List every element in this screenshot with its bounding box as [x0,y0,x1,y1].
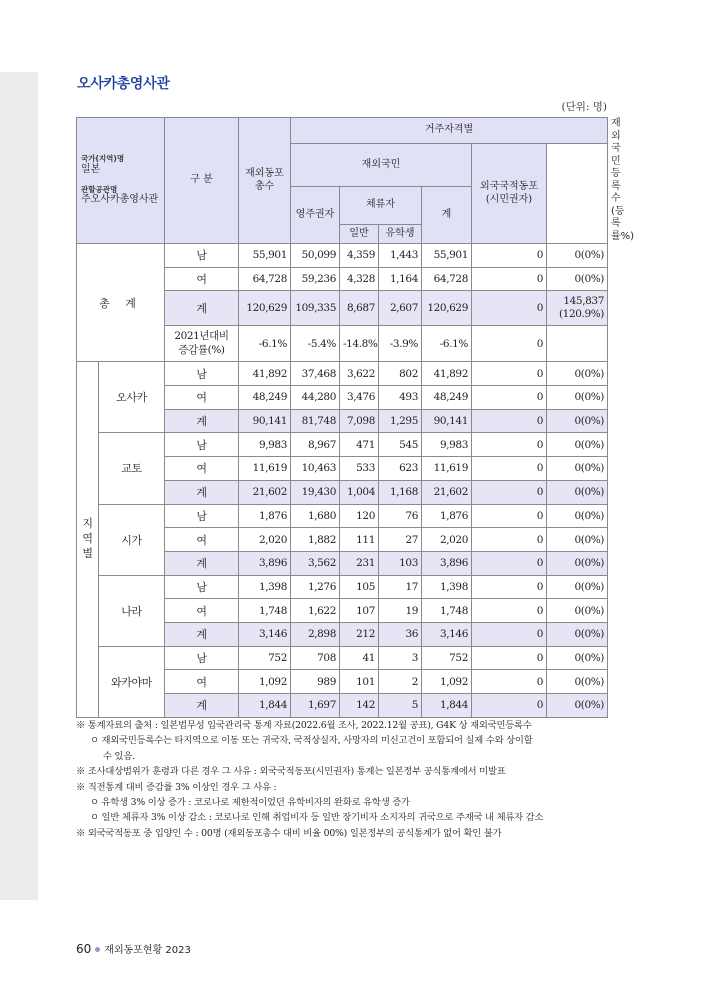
cell-total: 41,892 [239,362,291,386]
cell-perm: -5.4% [291,326,340,362]
cell-stu: 5 [379,694,422,718]
header-permanent: 영주권자 [291,186,340,244]
cell-stu: 3 [379,646,422,670]
cell-gen: 7,098 [340,409,379,433]
cell-sum: 9,983 [422,433,472,457]
footnote-line: 수 있음. [103,750,135,762]
cell-perm: 81,748 [291,409,340,433]
cell-reg: 0(0%) [547,362,608,386]
table-row [77,504,608,528]
cell-gen: 212 [340,622,379,646]
cell-stu: 27 [379,528,422,552]
cell-reg: 0(0%) [547,551,608,575]
cell-stu: 17 [379,575,422,599]
footnote-line: ㅇ 유학생 3% 이상 증가 : 코로나로 제한적이었던 유학비자의 완화로 유학생 증가 [90,797,410,809]
cell-gen: 120 [340,504,379,528]
cell-gen: 8,687 [340,291,379,326]
cell-stu: 545 [379,433,422,457]
cell-reg: 0(0%) [547,409,608,433]
page-number: 60 [76,942,92,956]
cell-foreign: 0 [472,551,547,575]
cell-sum: 2,020 [422,528,472,552]
sex-label: 남 [165,362,239,386]
cell-sum: 41,892 [422,362,472,386]
cell-reg: 0(0%) [547,480,608,504]
cell-gen: 101 [340,670,379,694]
sex-label: 계 [165,409,239,433]
cell-perm: 50,099 [291,244,340,268]
cell-foreign: 0 [472,386,547,410]
footnote-line: ※ 외국국적동포 중 입양인 수 : 00명 (재외동포총수 대비 비율 00%) 일본정부의 공식통계가 없어 확인 불가 [76,827,502,839]
cell-perm: 1,882 [291,528,340,552]
growth-label: 2021년대비 증감률(%) [165,326,239,362]
cell-foreign: 0 [472,362,547,386]
cell-foreign: 0 [472,504,547,528]
cell-sum: 3,896 [422,551,472,575]
cell-total: 64,728 [239,267,291,291]
sex-label: 계 [165,551,239,575]
footnote-line: ※ 조사대상범위가 훈령과 다른 경우 그 사유 : 외국국적동포(시민권자) 통계는 일본정부 공식통계에서 미발표 [76,766,506,778]
cell-foreign: 0 [472,694,547,718]
cell-reg: 0(0%) [547,267,608,291]
cell-stu: 623 [379,457,422,481]
cell-reg: 0(0%) [547,599,608,623]
sex-label: 계 [165,480,239,504]
cell-reg: 0(0%) [547,244,608,268]
cell-total: 90,141 [239,409,291,433]
header-residence: 거주자격별 [291,118,608,144]
cell-sum: 64,728 [422,267,472,291]
cell-reg: 0(0%) [547,575,608,599]
cell-foreign: 0 [472,670,547,694]
statistics-table: 국가(지역)명 일본 관할공관명 주오사카총영사관 구 분 재외동포 총수 거주자격별 재외국민 등록수 (등록률%) 재외국민 외국국적동포 (시민권자) 영주권자 체류자 계 일반 유학생 총 계 남 55,901 50,099 4,359 1,443 55,901 0 0(0%) 여 64,728 59,236 4,328 1,164 64,728 0 0(0%) 계 120,629 109,335 8,687 2,607 120,629 0 145,837 (120.9%) 2021년대비 증감률(%) -6.1% -5.4% -14.8% -3.9% -6.1% 0 지 역 별 오사카 남 41,892 37,468 3,622 802 41,892 0 0(0%) 여 48,249 44,280 3,476 493 48,249 0 0(0%) 계 90,141 81,748 7,098 1,295 90,141 0 0(0%) 교토 남 9,983 8,967 471 545 9,983 0 0(0%) 여 11,619 10,463 533 623 11,619 0 0(0%) 계 21,602 19,430 1,004 1,168 21,602 0 0(0%) 시가 남 1,876 1,680 120 76 1,876 0 0(0%) 여 2,020 1,882 111 27 2,020 0 0(0%) 계 3,896 3,562 231 103 3,896 0 0(0%) 나라 남 1,398 1,276 105 17 1,398 0 0(0%) 여 1,748 1,622 107 19 1,748 0 0(0%) 계 3,146 2,898 212 36 3,146 0 0(0%) 와카야마 남 752 708 41 3 752 0 0(0%) 여 1,092 989 101 2 1,092 0 0(0%) 계 1,844 1,697 142 5 1,844 0 0(0%) [76,117,608,718]
header-nationals: 재외국민 [291,144,472,187]
cell-sum: 120,629 [422,291,472,326]
footnote-line: ※ 직전통계 대비 증감률 3% 이상인 경우 그 사유 : [76,781,277,793]
cell-perm: 989 [291,670,340,694]
cell-total: 48,249 [239,386,291,410]
cell-reg: 0(0%) [547,457,608,481]
region-name: 오사카 [99,362,165,433]
cell-perm: 1,697 [291,694,340,718]
table-row [77,646,608,670]
footnote-line: ※ 통계자료의 출처 : 일본법무성 입국관리국 통계 자료(2022.6월 조사, 2022.12월 공표), G4K 상 재외국민등록수 [76,720,532,731]
cell-perm: 1,622 [291,599,340,623]
sex-label: 여 [165,528,239,552]
cell-stu: 1,168 [379,480,422,504]
cell-foreign: 0 [472,326,547,362]
cell-sum: 11,619 [422,457,472,481]
region-name: 나라 [99,575,165,646]
cell-total: 752 [239,646,291,670]
cell-sum: 1,092 [422,670,472,694]
sex-label: 여 [165,457,239,481]
cell-perm: 708 [291,646,340,670]
cell-perm: 109,335 [291,291,340,326]
cell-reg: 0(0%) [547,646,608,670]
sex-label: 남 [165,433,239,457]
page-title: 오사카총영사관 [77,76,170,92]
region-name: 교토 [99,433,165,504]
cell-gen: 4,359 [340,244,379,268]
cell-gen: 1,004 [340,480,379,504]
region-name: 와카야마 [99,646,165,717]
header-total: 재외동포 총수 [239,118,291,244]
cell-stu: 1,164 [379,267,422,291]
cell-foreign: 0 [472,409,547,433]
cell-foreign: 0 [472,528,547,552]
cell-foreign: 0 [472,646,547,670]
sex-label: 여 [165,670,239,694]
regional-label: 지 역 별 [77,362,99,717]
cell-reg: 145,837 (120.9%) [547,291,608,326]
cell-stu: -3.9% [379,326,422,362]
cell-perm: 1,680 [291,504,340,528]
cell-stu: 19 [379,599,422,623]
cell-perm: 59,236 [291,267,340,291]
cell-sum: 1,398 [422,575,472,599]
cell-reg: 0(0%) [547,670,608,694]
cell-gen: 3,622 [340,362,379,386]
header-corner: 국가(지역)명 일본 관할공관명 주오사카총영사관 [77,118,165,244]
footnote-line: ㅇ 재외국민등록수는 타지역으로 이동 또는 귀국자, 국적상실자, 사망자의 미신고건이 포함되어 실제 수와 상이할 [90,735,533,747]
cell-foreign: 0 [472,599,547,623]
cell-gen: 3,476 [340,386,379,410]
table-row [77,575,608,599]
cell-sum: 1,876 [422,504,472,528]
cell-total: 1,748 [239,599,291,623]
cell-total: -6.1% [239,326,291,362]
header-sum: 계 [422,186,472,244]
table-row [77,244,608,268]
unit-label: (단위: 명) [561,101,607,113]
cell-foreign: 0 [472,267,547,291]
cell-total: 1,844 [239,694,291,718]
cell-reg: 0(0%) [547,504,608,528]
sex-label: 남 [165,504,239,528]
table-row [77,362,608,386]
footnotes [76,718,621,841]
cell-sum: 752 [422,646,472,670]
cell-stu: 2,607 [379,291,422,326]
sex-label: 여 [165,267,239,291]
sex-label: 남 [165,244,239,268]
cell-total: 11,619 [239,457,291,481]
header-student: 유학생 [379,225,422,244]
cell-gen: 111 [340,528,379,552]
cell-gen: 105 [340,575,379,599]
sex-label: 남 [165,646,239,670]
cell-sum: 48,249 [422,386,472,410]
footnote-line: ㅇ 일반 체류자 3% 이상 감소 : 코로나로 인해 취업비자 등 일반 장기비자 소지자의 귀국으로 주재국 내 체류자 감소 [90,812,544,824]
cell-sum: 55,901 [422,244,472,268]
cell-foreign: 0 [472,433,547,457]
cell-sum: 21,602 [422,480,472,504]
cell-reg: 0(0%) [547,622,608,646]
cell-total: 9,983 [239,433,291,457]
cell-reg: 0(0%) [547,386,608,410]
cell-total: 1,092 [239,670,291,694]
cell-foreign: 0 [472,457,547,481]
cell-foreign: 0 [472,575,547,599]
region-name: 시가 [99,504,165,575]
cell-total: 120,629 [239,291,291,326]
cell-stu: 2 [379,670,422,694]
cell-perm: 19,430 [291,480,340,504]
sex-label: 남 [165,575,239,599]
cell-total: 3,146 [239,622,291,646]
cell-perm: 10,463 [291,457,340,481]
sex-label: 여 [165,599,239,623]
cell-total: 3,896 [239,551,291,575]
cell-sum: -6.1% [422,326,472,362]
cell-total: 55,901 [239,244,291,268]
cell-sum: 90,141 [422,409,472,433]
cell-perm: 44,280 [291,386,340,410]
cell-stu: 802 [379,362,422,386]
side-band [0,72,38,900]
table-body [77,244,608,718]
cell-stu: 1,295 [379,409,422,433]
cell-sum: 3,146 [422,622,472,646]
cell-perm: 2,898 [291,622,340,646]
sex-label: 여 [165,386,239,410]
cell-stu: 36 [379,622,422,646]
cell-stu: 103 [379,551,422,575]
cell-gen: 41 [340,646,379,670]
cell-reg [547,326,608,362]
cell-gen: 231 [340,551,379,575]
cell-gen: 4,328 [340,267,379,291]
sex-label: 계 [165,622,239,646]
bullet-dot-icon [95,947,100,952]
table-row [77,433,608,457]
cell-foreign: 0 [472,622,547,646]
cell-sum: 1,844 [422,694,472,718]
cell-stu: 493 [379,386,422,410]
publication-name: 재외동포현황 2023 [104,945,191,956]
cell-foreign: 0 [472,291,547,326]
cell-gen: -14.8% [340,326,379,362]
sex-label: 계 [165,694,239,718]
header-general: 일반 [340,225,379,244]
cell-perm: 3,562 [291,551,340,575]
cell-total: 21,602 [239,480,291,504]
header-sojourner: 체류자 [340,186,422,225]
cell-foreign: 0 [472,244,547,268]
cell-sum: 1,748 [422,599,472,623]
cell-foreign: 0 [472,480,547,504]
cell-perm: 8,967 [291,433,340,457]
page-footer [76,941,191,956]
cell-stu: 1,443 [379,244,422,268]
cell-reg: 0(0%) [547,433,608,457]
header-gubun: 구 분 [165,118,239,244]
sex-label: 계 [165,291,239,326]
cell-gen: 533 [340,457,379,481]
cell-total: 2,020 [239,528,291,552]
cell-reg: 0(0%) [547,694,608,718]
cell-gen: 471 [340,433,379,457]
cell-perm: 37,468 [291,362,340,386]
cell-reg: 0(0%) [547,528,608,552]
cell-total: 1,398 [239,575,291,599]
total-group-label: 총 계 [77,244,165,362]
cell-gen: 107 [340,599,379,623]
header-foreign: 외국국적동포 (시민권자) [472,144,547,244]
cell-perm: 1,276 [291,575,340,599]
cell-gen: 142 [340,694,379,718]
cell-stu: 76 [379,504,422,528]
cell-total: 1,876 [239,504,291,528]
